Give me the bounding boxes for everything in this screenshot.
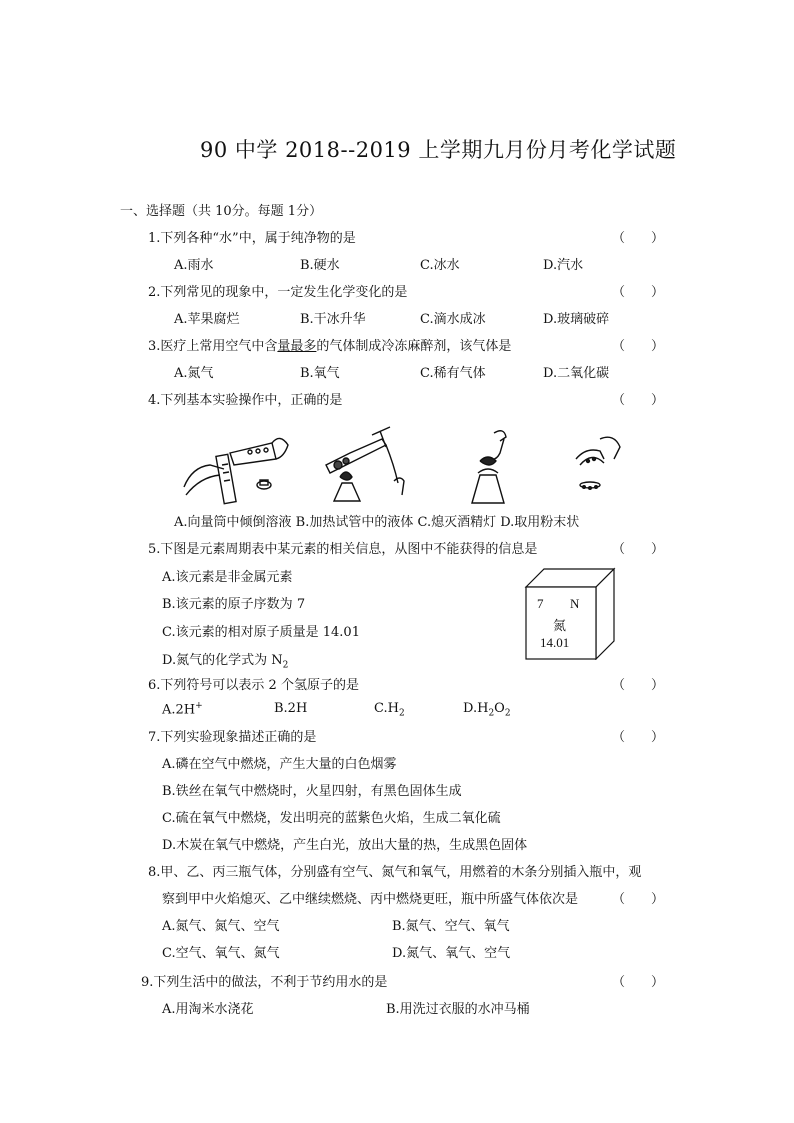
answer-paren-5: （ ） [612,542,665,557]
q6-d-sub2: 2 [504,708,511,719]
q7-option-a: A.磷在空气中燃烧，产生大量的白色烟雾 [162,757,397,772]
answer-paren-6: （ ） [612,678,665,693]
q2-option-d: D.玻璃破碎 [543,312,610,327]
element-number: 7 [537,596,544,611]
q3-option-d: D.二氧化碳 [543,366,610,381]
q2-option-a: A.苹果腐烂 [174,312,240,327]
q6-c-sub: 2 [398,708,405,719]
q5-option-c: C.该元素的相对原子质量是 14.01 [162,625,360,640]
answer-paren-4: （ ） [612,393,665,408]
q3-stem-pre: 3.医疗上常用空气中含 [148,339,278,354]
q3-stem-underline: 量最多 [277,339,317,354]
q8-option-d: D.氮气、氧气、空气 [392,946,511,961]
element-mass: 14.01 [540,635,570,650]
question-5-stem: 5.下图是元素周期表中某元素的相关信息，从图中不能获得的信息是 [148,542,538,557]
extinguish-lamp-figure [472,431,506,503]
q1-option-c: C.冰水 [420,258,460,273]
answer-paren-8: （ ） [612,892,665,907]
question-9-stem: 9.下列生活中的做法，不利于节约用水的是 [141,975,388,990]
q9-option-a: A.用淘米水浇花 [162,1002,254,1017]
q5-option-b: B.该元素的原子序数为 7 [162,597,306,612]
answer-paren-1: （ ） [612,231,665,246]
q1-option-b: B.硬水 [300,258,340,273]
q6-a-text: A.2H [162,702,196,718]
q2-option-b: B.干冰升华 [300,312,366,327]
q2-option-c: C.滴水成冰 [420,312,486,327]
q1-option-d: D.汽水 [543,258,584,273]
q3-stem-post: 的气体制成冷冻麻醉剂，该气体是 [316,339,512,354]
q8-option-c: C.空气、氧气、氮气 [162,946,280,961]
q8-option-b: B.氮气、空气、氧气 [392,919,510,934]
lab-operation-figures [180,425,640,505]
question-4-stem: 4.下列基本实验操作中，正确的是 [148,393,343,408]
question-6-stem: 6.下列符号可以表示 2 个氢原子的是 [148,678,359,693]
heat-test-tube-figure [326,427,404,501]
q6-d-text2: O [494,701,505,716]
question-2-stem: 2.下列常见的现象中，一定发生化学变化的是 [148,285,408,300]
q6-option-b: B.2H [274,701,308,716]
q9-option-b: B.用洗过衣服的水冲马桶 [386,1002,530,1017]
q5-option-a: A.该元素是非金属元素 [162,570,293,585]
take-powder-figure [576,437,620,489]
question-1-stem: 1.下列各种“水”中，属于纯净物的是 [148,231,356,246]
section-heading: 一、选择题（共 10分。每题 1分） [120,204,323,219]
q6-d-sub1: 2 [488,708,495,719]
q3-option-b: B.氧气 [300,366,340,381]
element-cube-graphic [520,565,620,660]
element-name: 氮 [553,619,567,634]
q6-a-sup: + [195,701,203,711]
answer-paren-7: （ ） [612,730,665,745]
answer-paren-3: （ ） [612,339,665,354]
question-8-stem-line1: 8.甲、乙、丙三瓶气体，分别盛有空气、氮气和氧气，用燃着的木条分别插入瓶中，观 [148,865,642,880]
q7-option-d: D.木炭在氧气中燃烧，产生白光，放出大量的热，生成黑色固体 [162,838,528,853]
q3-option-c: C.稀有气体 [420,366,486,381]
question-7-stem: 7.下列实验现象描述正确的是 [148,730,317,745]
q6-option-c [374,701,405,719]
q8-option-a: A.氮气、氮气、空气 [162,919,280,934]
q4-options: A.向量筒中倾倒溶液 B.加热试管中的液体 C.熄灭酒精灯 D.取用粉末状 [174,515,580,530]
q7-option-c: C.硫在氧气中燃烧，发出明亮的蓝紫色火焰，生成二氧化硫 [162,811,501,826]
q6-d-text1: D.H [463,701,489,716]
answer-paren-2: （ ） [612,285,665,300]
q5-option-d [162,649,288,671]
page-title: 90 中学 2018--2019 上学期九月份月考化学试题 [200,138,677,162]
element-symbol: N [570,596,580,611]
question-3-stem [148,335,511,354]
q7-option-b: B.铁丝在氧气中燃烧时，火星四射，有黑色固体生成 [162,784,462,799]
q6-option-d [463,701,511,719]
pour-cylinder-figure [184,438,288,503]
q6-c-text: C.H [374,701,399,716]
q6-option-a [162,701,203,717]
q5-option-d-sub: 2 [282,660,289,671]
q3-option-a: A.氮气 [174,366,214,381]
answer-paren-9: （ ） [612,975,665,990]
q5-option-d-text: D.氮气的化学式为 N [162,653,283,668]
q1-option-a: A.雨水 [174,258,214,273]
question-8-stem-line2: 察到甲中火焰熄灭、乙中继续燃烧、丙中燃烧更旺，瓶中所盛气体依次是 [162,892,579,907]
